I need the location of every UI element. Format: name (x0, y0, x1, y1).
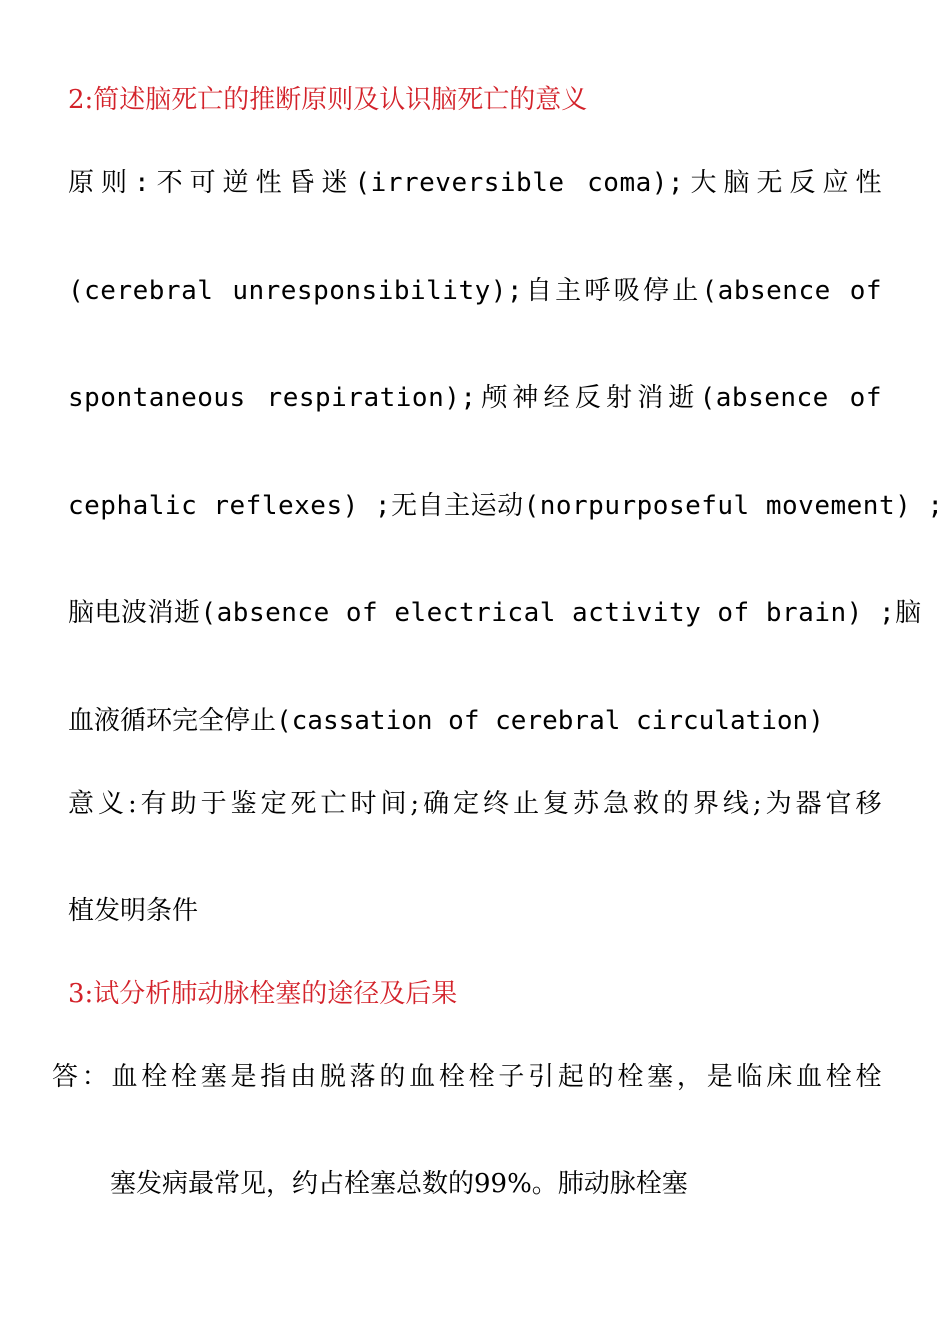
principle-line-2: (cerebral unresponsibility);自主呼吸停止(absence of (68, 276, 882, 306)
answer-line-2: 塞发病最常见，约占栓塞总数的99%。肺动脉栓塞 (110, 1169, 688, 1199)
question-2-heading: 2:简述脑死亡的推断原则及认识脑死亡的意义 (68, 85, 588, 115)
principle-line-4: cephalic reflexes) ;无自主运动(norpurposeful movement) ; (68, 491, 944, 521)
meaning-line-2: 植发明条件 (68, 896, 199, 926)
question-3-heading: 3:试分析肺动脉栓塞的途径及后果 (68, 979, 458, 1009)
answer-line-1: 答：血栓栓塞是指由脱落的血栓栓子引起的栓塞，是临床血栓栓 (52, 1062, 882, 1092)
meaning-line-1: 意义:有助于鉴定死亡时间;确定终止复苏急救的界线;为器官移 (68, 789, 882, 819)
principle-line-5: 脑电波消逝(absence of electrical activity of brain) ;脑 (68, 598, 922, 628)
principle-line-6: 血液循环完全停止(cassation of cerebral circulation) (68, 706, 824, 736)
principle-line-1: 原则:不可逆性昏迷(irreversible coma);大脑无反应性 (68, 168, 882, 198)
principle-line-3: spontaneous respiration);颅神经反射消逝(absence of (68, 383, 882, 413)
